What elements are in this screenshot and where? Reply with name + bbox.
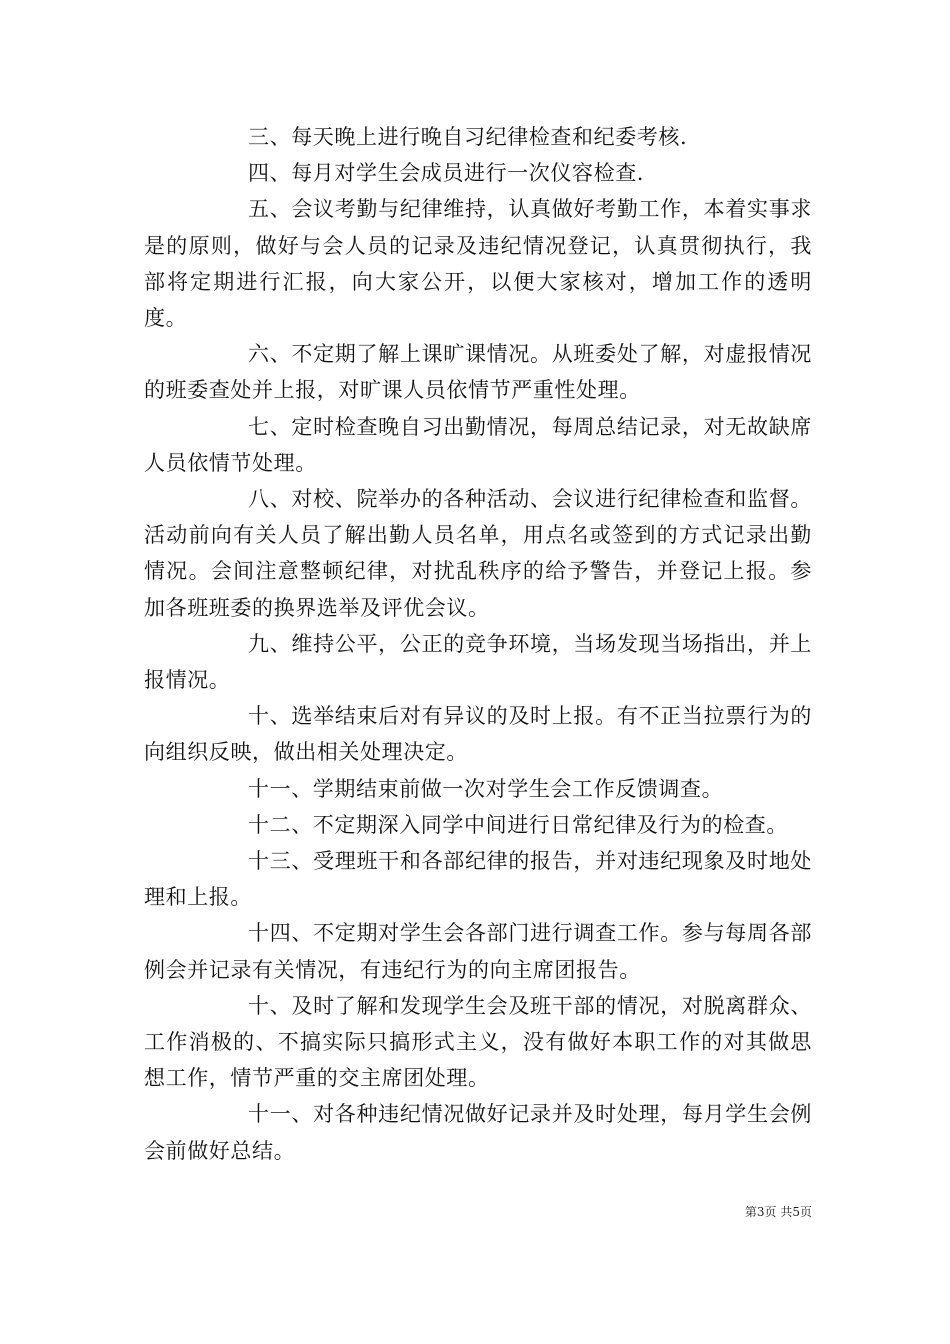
paragraph-3: 五、会议考勤与纪律维持，认真做好考勤工作，本着实事求是的原则，做好与会人员的记录及违纪情况登记，认真贯彻执行，我部将定期进行汇报，向大家公开，以便大家核对，增加工作的透明度。	[144, 197, 812, 331]
paragraph-5: 七、定时检查晚自习出勤情况，每周总结记录，对无故缺席人员依情节处理。	[144, 414, 812, 475]
paragraph-6: 八、对校、院举办的各种活动、会议进行纪律检查和监督。活动前向有关人员了解出勤人员名单，用点名或签到的方式记录出勤情况。会间注意整顿纪律，对扰乱秩序的给予警告，并登记上报。参加各班班委的换界选举及评优会议。	[144, 487, 812, 620]
paragraph-4: 六、不定期了解上课旷课情况。从班委处了解，对虚报情况的班委查处并上报，对旷课人员依情节严重性处理。	[144, 342, 812, 403]
paragraph-2: 四、每月对学生会成员进行一次仪容检查.	[248, 161, 645, 186]
paragraph-12: 十四、不定期对学生会各部门进行调查工作。参与每周各部例会并记录有关情况，有违纪行为的向主席团报告。	[144, 921, 812, 982]
paragraph-7: 九、维持公平，公正的竞争环境，当场发现当场指出，并上报情况。	[144, 631, 812, 693]
paragraph-14: 十一、对各种违纪情况做好记录并及时处理，每月学生会例会前做好总结。	[144, 1102, 812, 1163]
paragraph-9: 十一、学期结束前做一次对学生会工作反馈调查。	[248, 776, 724, 801]
paragraph-8: 十、选举结束后对有异议的及时上报。有不正当拉票行为的向组织反映，做出相关处理决定。	[144, 704, 812, 765]
page-number: 第3页 共5页	[744, 1205, 812, 1219]
paragraph-1: 三、每天晚上进行晚自习纪律检查和纪委考核.	[248, 125, 688, 149]
paragraph-11: 十三、受理班干和各部纪律的报告，并对违纪现象及时地处理和上报。	[144, 849, 812, 910]
paragraph-10: 十二、不定期深入同学中间进行日常纪律及行为的检查。	[248, 812, 788, 837]
document-body	[144, 119, 812, 1169]
paragraph-13: 十、及时了解和发现学生会及班干部的情况，对脱离群众、工作消极的、不搞实际只搞形式主义，没有做好本职工作的对其做思想工作，情节严重的交主席团处理。	[144, 993, 812, 1091]
